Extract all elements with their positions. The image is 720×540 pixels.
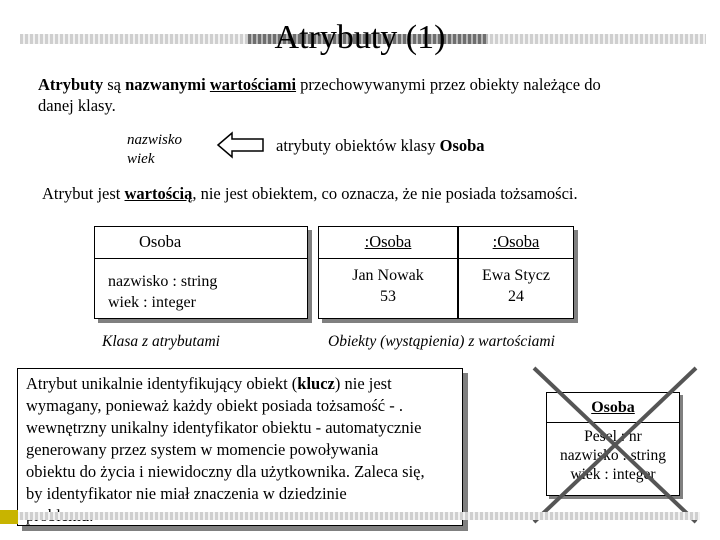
intro-paragraph bbox=[38, 74, 698, 116]
class-attributes bbox=[95, 259, 307, 313]
key-note-box bbox=[17, 368, 463, 526]
cross-out-icon bbox=[528, 364, 702, 526]
slide-title: Atrybuty (1) bbox=[274, 19, 446, 56]
bottom-decoration-bar bbox=[0, 512, 700, 520]
object-2-value-wiek: 24 bbox=[508, 288, 524, 305]
intro-line2: danej klasy. bbox=[38, 96, 116, 115]
object-1-name: :Osoba bbox=[364, 232, 412, 251]
note-term-klucz: klucz bbox=[297, 374, 335, 393]
class-box-osoba bbox=[94, 226, 308, 319]
objects-caption: Obiekty (wystąpienia) z wartościami bbox=[328, 333, 555, 350]
attribute-name-wiek: wiek bbox=[127, 151, 155, 167]
note-line-2: wymagany, ponieważ każdy obiekt posiada tożsamość - . bbox=[26, 396, 403, 415]
note-line-1 bbox=[26, 373, 454, 395]
crossed-class-name: Osoba bbox=[547, 393, 679, 423]
object-1-value-wiek: 53 bbox=[380, 288, 396, 305]
note-line-5: obiektu do życia i niewidoczny dla użytkownika. Zaleca się, bbox=[26, 462, 425, 481]
identity-text-a: Atrybut jest bbox=[42, 184, 125, 203]
object-box-2 bbox=[458, 226, 574, 319]
attribute-name-nazwisko: nazwisko bbox=[127, 132, 183, 148]
class-attribute-wiek: wiek : integer bbox=[108, 294, 196, 311]
intro-text-rest: przechowywanymi przez obiekty należące do bbox=[296, 75, 601, 94]
note-line-4: generowany przez system w momencie powoływania bbox=[26, 440, 379, 459]
intro-term-nazwanymi: nazwanymi bbox=[125, 75, 206, 94]
object-2-value-nazwisko: Ewa Stycz bbox=[482, 267, 550, 284]
object-2-name: :Osoba bbox=[492, 232, 540, 251]
class-name: Osoba bbox=[95, 227, 307, 259]
crossed-class-attribute-nazwisko: nazwisko : string bbox=[560, 447, 666, 464]
note-line-3: wewnętrzny unikalny identyfikator obiektu - automatycznie bbox=[26, 418, 422, 437]
crossed-class-attribute-pesel: Pesel : nr bbox=[584, 428, 642, 445]
attribute-description-text: atrybuty obiektów klasy bbox=[276, 136, 440, 155]
class-attribute-nazwisko: nazwisko : string bbox=[108, 273, 218, 290]
class-caption: Klasa z atrybutami bbox=[102, 333, 220, 350]
left-arrow-icon bbox=[216, 130, 266, 160]
crossed-class-attribute-wiek: wiek : integer bbox=[570, 466, 656, 483]
note-line-6: by identyfikator nie miał znaczenia w dziedzinie bbox=[26, 484, 347, 503]
object-box-1 bbox=[318, 226, 458, 319]
note-line-1c: ) nie jest bbox=[334, 374, 392, 393]
attribute-names bbox=[127, 131, 182, 169]
bottom-accent-mark bbox=[0, 510, 18, 524]
intro-term-wartosciami: wartościami bbox=[209, 75, 297, 94]
identity-term-wartoscia: wartością bbox=[124, 184, 193, 203]
identity-text-c: , nie jest obiektem, co oznacza, że nie posiada tożsamości. bbox=[192, 184, 578, 203]
intro-text: są bbox=[103, 75, 126, 94]
intro-term-atrybuty: Atrybuty bbox=[38, 75, 104, 94]
note-line-1a: Atrybut unikalnie identyfikujący obiekt ( bbox=[26, 374, 298, 393]
object-1-value-nazwisko: Jan Nowak bbox=[352, 267, 424, 284]
identity-sentence bbox=[42, 183, 712, 204]
attribute-description-class: Osoba bbox=[439, 136, 485, 155]
attribute-description bbox=[276, 135, 485, 156]
